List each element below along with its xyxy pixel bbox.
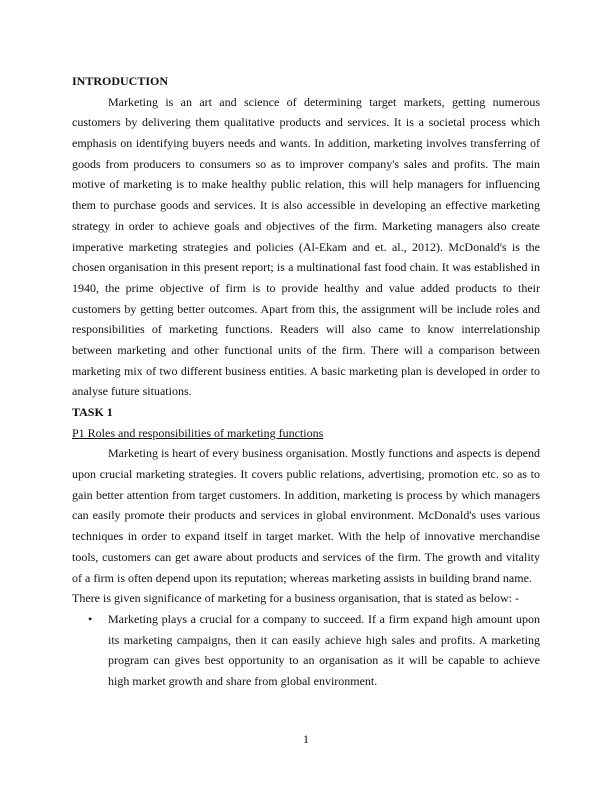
- text-line: gain better attention from target customers. In addition, marketing is process by which managers: [72, 487, 540, 502]
- text-line: customers by delivering them qualitative products and services. It is a societal process which: [72, 115, 540, 130]
- text-line: Marketing is an art and science of determining target markets, getting numerous: [108, 94, 540, 109]
- text-line: can easily promote their products and services in global environment. McDonald's uses various: [72, 508, 540, 523]
- text-line: 1940, the prime objective of firm is to provide healthy and value added products to their: [72, 280, 540, 295]
- bullet-icon: •: [88, 611, 93, 626]
- text-line: of a firm is often depend upon its reputation; whereas marketing assists in building brand name.: [72, 570, 532, 585]
- document-page: [72, 71, 540, 692]
- text-line: motive of marketing is to make healthy public relation, this will help managers for influencing: [72, 177, 540, 192]
- text-line: responsibilities of marketing functions. Readers will also came to know interrelationship: [72, 322, 540, 337]
- text-line: program can gives best opportunity to an organisation as it will be capable to achieve: [108, 653, 540, 668]
- bullet-text: [108, 609, 540, 692]
- text-line: There is given significance of marketing for a business organisation, that is stated as below: -: [72, 591, 519, 606]
- text-line: its marketing campaigns, then it can easily achieve high sales and profits. A marketing: [108, 632, 540, 647]
- text-line: goods from producers to consumers so as to improver company's sales and profits. The main: [72, 156, 540, 171]
- text-line: chosen organisation in this present report; is a multinational fast food chain. It was established in: [72, 260, 540, 275]
- introduction-heading: INTRODUCTION: [72, 74, 169, 88]
- text-line: customers by getting better outcomes. Apart from this, the assignment will be include roles and: [72, 301, 540, 316]
- introduction-paragraph: [72, 92, 540, 402]
- bullet-list-item: [72, 609, 540, 692]
- task1-paragraph: [72, 443, 540, 609]
- text-line: analyse future situations.: [72, 384, 192, 399]
- text-line: upon crucial marketing strategies. It covers public relations, advertising, promotion etc. so as to: [72, 467, 540, 482]
- text-line: tools, customers can get aware about products and services of the firm. The growth and vitality: [72, 549, 540, 564]
- text-line: marketing mix of two different business entities. A basic marketing plan is developed in order to: [72, 363, 540, 378]
- text-line: high market growth and share from global environment.: [108, 673, 378, 688]
- text-line: techniques in order to expand itself in target market. With the help of innovative merchandise: [72, 529, 540, 544]
- text-line: Marketing plays a crucial for a company to succeed. If a firm expand high amount upon: [108, 611, 540, 626]
- p1-subheading: P1 Roles and responsibilities of marketing functions: [72, 425, 324, 440]
- text-line: between marketing and other functional units of the firm. There will a comparison between: [72, 342, 540, 357]
- text-line: strategy in order to achieve goals and objectives of the firm. Marketing managers also create: [72, 218, 540, 233]
- page-number: 1: [303, 732, 309, 746]
- task1-heading: TASK 1: [72, 405, 113, 419]
- text-line: Marketing is heart of every business organisation. Mostly functions and aspects is depend: [108, 446, 540, 461]
- text-line: imperative marketing strategies and policies (Al-Ekam and et. al., 2012). McDonald's is the: [72, 239, 540, 254]
- text-line: emphasis on identifying buyers needs and wants. In addition, marketing involves transferring of: [72, 136, 540, 151]
- text-line: them to purchase goods and services. It is also accessible in developing an effective marketing: [72, 198, 540, 213]
